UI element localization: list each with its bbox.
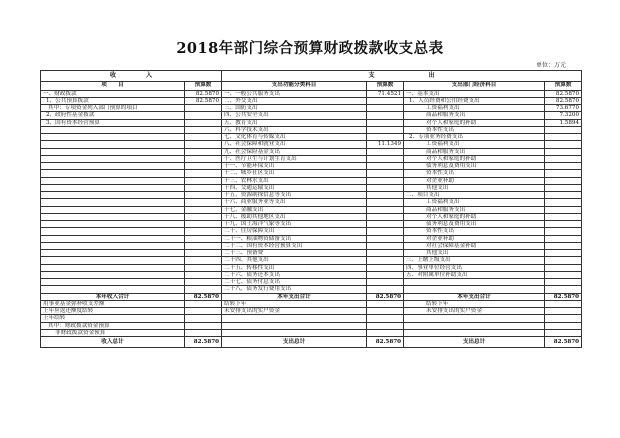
item-cell: 二十一、粮油物资储备支出 (222, 235, 367, 242)
amount-cell (185, 148, 222, 155)
amount-cell (185, 264, 222, 271)
item-cell: 工资福利支出 (404, 105, 545, 112)
amount-cell (545, 279, 582, 286)
amount-cell (367, 271, 404, 278)
subtotal-row (41, 293, 582, 300)
amount-cell (545, 228, 582, 235)
item-cell: 一、基本支出 (404, 90, 545, 97)
item-cell: 工资福利支出 (404, 199, 545, 206)
table-row (41, 97, 582, 104)
amount-cell: 82.5870 (185, 337, 222, 348)
item-cell (41, 250, 185, 257)
item-cell: 十九、国土海洋气象等支出 (222, 221, 367, 228)
item-cell: 五、教育支出 (222, 119, 367, 126)
amount-cell (185, 279, 222, 286)
amount-cell (185, 315, 222, 322)
item-cell: 五、对附属单位补助支出 (404, 271, 545, 278)
item-cell (404, 279, 545, 286)
amount-cell (545, 163, 582, 170)
item-cell: 债务利息及费用支出 (404, 221, 545, 228)
amount-cell: 82.5870 (545, 337, 582, 348)
item-cell: 二十、住房保障支出 (222, 228, 367, 235)
item-cell: 未安排支出的实户资金 (404, 308, 545, 315)
amount-cell (185, 184, 222, 191)
table-row (41, 105, 582, 112)
amount-cell (545, 184, 582, 191)
item-cell: 商品和服务支出 (404, 148, 545, 155)
item-cell (41, 206, 185, 213)
budget-table (40, 70, 582, 348)
amount-cell (367, 97, 404, 104)
item-cell: 九、社会保险基金支出 (222, 148, 367, 155)
amount-cell (185, 300, 222, 307)
item-cell (41, 228, 185, 235)
item-cell: 工资福利支出 (404, 141, 545, 148)
amount-cell (367, 163, 404, 170)
amount-cell (545, 235, 582, 242)
table-row (41, 257, 582, 264)
item-cell: 结转下年 (404, 300, 545, 307)
amount-cell (545, 199, 582, 206)
item-cell (222, 322, 367, 329)
item-cell (404, 315, 545, 322)
item-cell: 1、公共预算拨款 (41, 97, 185, 104)
item-cell: 二十四、其他支出 (222, 257, 367, 264)
amount-cell: 82.5870 (545, 97, 582, 104)
item-cell (41, 148, 185, 155)
amount-cell (545, 177, 582, 184)
amount-cell (185, 105, 222, 112)
item-cell: 八、社会保障和就业支出 (222, 141, 367, 148)
item-cell (41, 163, 185, 170)
table-row (41, 271, 582, 278)
unit-label: 单位：万元 (536, 62, 567, 69)
item-cell: 二十八、债务发行费用支出 (222, 286, 367, 293)
amount-cell (545, 257, 582, 264)
table-row (41, 308, 582, 315)
table-row (41, 329, 582, 336)
amount-cell: 1.5894 (545, 119, 582, 126)
table-row (41, 228, 582, 235)
item-cell: 未安排支出的实户资金 (222, 308, 367, 315)
item-cell (41, 126, 185, 133)
item-cell: 收入总计 (41, 337, 185, 348)
amount-cell (367, 250, 404, 257)
amount-cell (185, 329, 222, 336)
total-row (41, 337, 582, 348)
amount-cell: 82.5870 (367, 293, 404, 300)
column-header-row (41, 81, 582, 90)
item-cell: 对企业补助 (404, 177, 545, 184)
table-row (41, 300, 582, 307)
amount-cell (545, 264, 582, 271)
amount-cell (545, 141, 582, 148)
amount-cell (545, 250, 582, 257)
item-cell: 二十七、债务付息支出 (222, 279, 367, 286)
item-cell: 3、国有资本经营预算 (41, 119, 185, 126)
amount-cell (185, 213, 222, 220)
item-cell: 对企业补助 (404, 235, 545, 242)
amount-cell (367, 329, 404, 336)
table-row (41, 286, 582, 293)
item-cell: 2、政府性基金拨款 (41, 112, 185, 119)
table-row (41, 90, 582, 97)
table-row (41, 134, 582, 141)
amount-cell (545, 300, 582, 307)
amount-cell (185, 286, 222, 293)
amount-cell (367, 184, 404, 191)
item-cell (41, 279, 185, 286)
item-cell: 资本性支出 (404, 126, 545, 133)
amount-cell (545, 126, 582, 133)
table-row (41, 170, 582, 177)
amount-cell (367, 112, 404, 119)
amount-cell (185, 155, 222, 162)
col-header: 预算数 (545, 81, 582, 90)
item-cell (41, 155, 185, 162)
item-cell (41, 286, 185, 293)
item-cell: 十、医疗卫生与计划生育支出 (222, 155, 367, 162)
amount-cell (367, 126, 404, 133)
amount-cell (367, 105, 404, 112)
amount-cell (185, 308, 222, 315)
table-row (41, 141, 582, 148)
amount-cell (367, 206, 404, 213)
amount-cell: 82.5870 (367, 337, 404, 348)
table-row (41, 112, 582, 119)
amount-cell (367, 322, 404, 329)
amount-cell (367, 148, 404, 155)
item-cell: 对个人和家庭的补助 (404, 119, 545, 126)
amount-cell (545, 242, 582, 249)
amount-cell (185, 112, 222, 119)
item-cell (41, 213, 185, 220)
amount-cell (367, 286, 404, 293)
item-cell: 本年支出合计 (222, 293, 367, 300)
amount-cell (545, 221, 582, 228)
table-row (41, 206, 582, 213)
table-row (41, 155, 582, 162)
amount-cell: 82.5870 (545, 293, 582, 300)
item-cell: 十六、商业服务业等支出 (222, 199, 367, 206)
amount-cell (367, 228, 404, 235)
item-cell: 商品和服务支出 (404, 112, 545, 119)
amount-cell (367, 279, 404, 286)
group-header-row (41, 71, 582, 82)
amount-cell: 82.5870 (185, 97, 222, 104)
amount-cell (185, 134, 222, 141)
col-header: 预算数 (367, 81, 404, 90)
income-group-header: 收 入 (41, 71, 222, 82)
item-cell: 十四、交通运输支出 (222, 184, 367, 191)
amount-cell (367, 170, 404, 177)
item-cell (222, 329, 367, 336)
table-row (41, 177, 582, 184)
item-cell (222, 315, 367, 322)
amount-cell (367, 199, 404, 206)
item-cell (41, 170, 185, 177)
amount-cell (185, 271, 222, 278)
item-cell: 六、科学技术支出 (222, 126, 367, 133)
item-cell (41, 271, 185, 278)
amount-cell (185, 177, 222, 184)
item-cell (404, 286, 545, 293)
table-row (41, 279, 582, 286)
item-cell: 上年应返还额度结转 (41, 308, 185, 315)
item-cell: 支出总计 (222, 337, 367, 348)
item-cell: 1、人员经费和公用经费支出 (404, 97, 545, 104)
item-cell (41, 264, 185, 271)
item-cell: 三、上缴上级支出 (404, 257, 545, 264)
col-header: 项 目 (41, 81, 185, 90)
amount-cell (367, 257, 404, 264)
amount-cell: 7.3200 (545, 112, 582, 119)
item-cell: 其中：专项资金列入部门预算的项目 (41, 105, 185, 112)
item-cell: 资本性支出 (404, 228, 545, 235)
amount-cell (545, 206, 582, 213)
item-cell (41, 257, 185, 264)
amount-cell (545, 329, 582, 336)
col-header: 预算数 (185, 81, 222, 90)
item-cell: 四、事业单位经营支出 (404, 264, 545, 271)
amount-cell (367, 221, 404, 228)
amount-cell (185, 119, 222, 126)
item-cell: 二十六、债务还本支出 (222, 271, 367, 278)
amount-cell (545, 213, 582, 220)
amount-cell (367, 308, 404, 315)
amount-cell (545, 315, 582, 322)
table-row (41, 148, 582, 155)
table-row (41, 250, 582, 257)
table-row (41, 199, 582, 206)
amount-cell: 11.1349 (367, 141, 404, 148)
item-cell: 2、专项业务经费支出 (404, 134, 545, 141)
amount-cell: 82.5870 (185, 90, 222, 97)
amount-cell (185, 221, 222, 228)
amount-cell (545, 308, 582, 315)
item-cell: 十一、节能环保支出 (222, 163, 367, 170)
amount-cell (185, 192, 222, 199)
item-cell: 支出总计 (404, 337, 545, 348)
item-cell: 二十二、国有资本经营预算支出 (222, 242, 367, 249)
amount-cell (185, 228, 222, 235)
amount-cell (545, 271, 582, 278)
item-cell: 资本性支出 (404, 170, 545, 177)
amount-cell (185, 170, 222, 177)
item-cell: 其他支出 (404, 250, 545, 257)
amount-cell: 82.5870 (545, 90, 582, 97)
item-cell: 十七、金融支出 (222, 206, 367, 213)
item-cell: 上年结转 (41, 315, 185, 322)
amount-cell (545, 155, 582, 162)
amount-cell (545, 286, 582, 293)
table-row (41, 242, 582, 249)
item-cell (41, 242, 185, 249)
amount-cell (545, 148, 582, 155)
item-cell (41, 221, 185, 228)
item-cell: 二、项目支出 (404, 192, 545, 199)
amount-cell: 73.6770 (545, 105, 582, 112)
item-cell: 本年支出合计 (404, 293, 545, 300)
table-row (41, 163, 582, 170)
item-cell: 十八、援助其他地区支出 (222, 213, 367, 220)
table-row (41, 119, 582, 126)
item-cell: 四、公共安全支出 (222, 112, 367, 119)
amount-cell (367, 155, 404, 162)
item-cell: 商品和服务支出 (404, 206, 545, 213)
amount-cell (367, 119, 404, 126)
table-row (41, 192, 582, 199)
amount-cell (545, 192, 582, 199)
amount-cell (185, 199, 222, 206)
item-cell: 结转下年 (222, 300, 367, 307)
item-cell: 十三、农林水支出 (222, 177, 367, 184)
amount-cell (367, 242, 404, 249)
item-cell: 十五、资源勘探信息等支出 (222, 192, 367, 199)
amount-cell (367, 264, 404, 271)
amount-cell (185, 206, 222, 213)
item-cell: 十二、城乡社区支出 (222, 170, 367, 177)
table-row (41, 315, 582, 322)
table-row (41, 126, 582, 133)
item-cell: 本年收入合计 (41, 293, 185, 300)
table-row (41, 221, 582, 228)
amount-cell (185, 250, 222, 257)
item-cell: 二十五、转移性支出 (222, 264, 367, 271)
amount-cell (185, 163, 222, 170)
col-header: 支出部门经济科目 (404, 81, 545, 90)
item-cell: 一、一般公共服务支出 (222, 90, 367, 97)
item-cell: 二十三、预备费 (222, 250, 367, 257)
col-header: 支出功能分类科目 (222, 81, 367, 90)
item-cell (41, 141, 185, 148)
amount-cell (367, 235, 404, 242)
item-cell: 对个人和家庭的补助 (404, 155, 545, 162)
item-cell (41, 199, 185, 206)
item-cell: 二、外交支出 (222, 97, 367, 104)
amount-cell: 82.5870 (185, 293, 222, 300)
amount-cell (367, 315, 404, 322)
item-cell: 债务利息及费用支出 (404, 163, 545, 170)
amount-cell (545, 322, 582, 329)
item-cell (41, 134, 185, 141)
item-cell: 对个人和家庭的补助 (404, 213, 545, 220)
table-row (41, 264, 582, 271)
amount-cell (367, 177, 404, 184)
amount-cell: 71.4521 (367, 90, 404, 97)
amount-cell (545, 170, 582, 177)
item-cell (404, 322, 545, 329)
item-cell (41, 177, 185, 184)
amount-cell (367, 213, 404, 220)
amount-cell (185, 322, 222, 329)
item-cell: 七、文化体育与传媒支出 (222, 134, 367, 141)
page-title: 2018年部门综合预算财政拨款收支总表 (176, 40, 444, 57)
item-cell: 三、国防支出 (222, 105, 367, 112)
amount-cell (367, 192, 404, 199)
item-cell: 对社会保障基金补助 (404, 242, 545, 249)
item-cell (404, 329, 545, 336)
amount-cell (185, 126, 222, 133)
item-cell: 其他支出 (404, 184, 545, 191)
item-cell (41, 235, 185, 242)
item-cell (41, 184, 185, 191)
amount-cell (185, 242, 222, 249)
amount-cell (367, 300, 404, 307)
item-cell: 其中：财政拨款资金预算 (41, 322, 185, 329)
amount-cell (185, 141, 222, 148)
item-cell (41, 192, 185, 199)
table-row (41, 184, 582, 191)
amount-cell (367, 134, 404, 141)
table-row (41, 235, 582, 242)
item-cell: 用事业基金弥补收支差额 (41, 300, 185, 307)
table-row (41, 322, 582, 329)
expense-group-header: 支 出 (222, 71, 582, 82)
table-row (41, 213, 582, 220)
item-cell: 一、财政拨款 (41, 90, 185, 97)
amount-cell (185, 257, 222, 264)
amount-cell (545, 134, 582, 141)
item-cell: 非财政拨款资金预算 (41, 329, 185, 336)
amount-cell (185, 235, 222, 242)
